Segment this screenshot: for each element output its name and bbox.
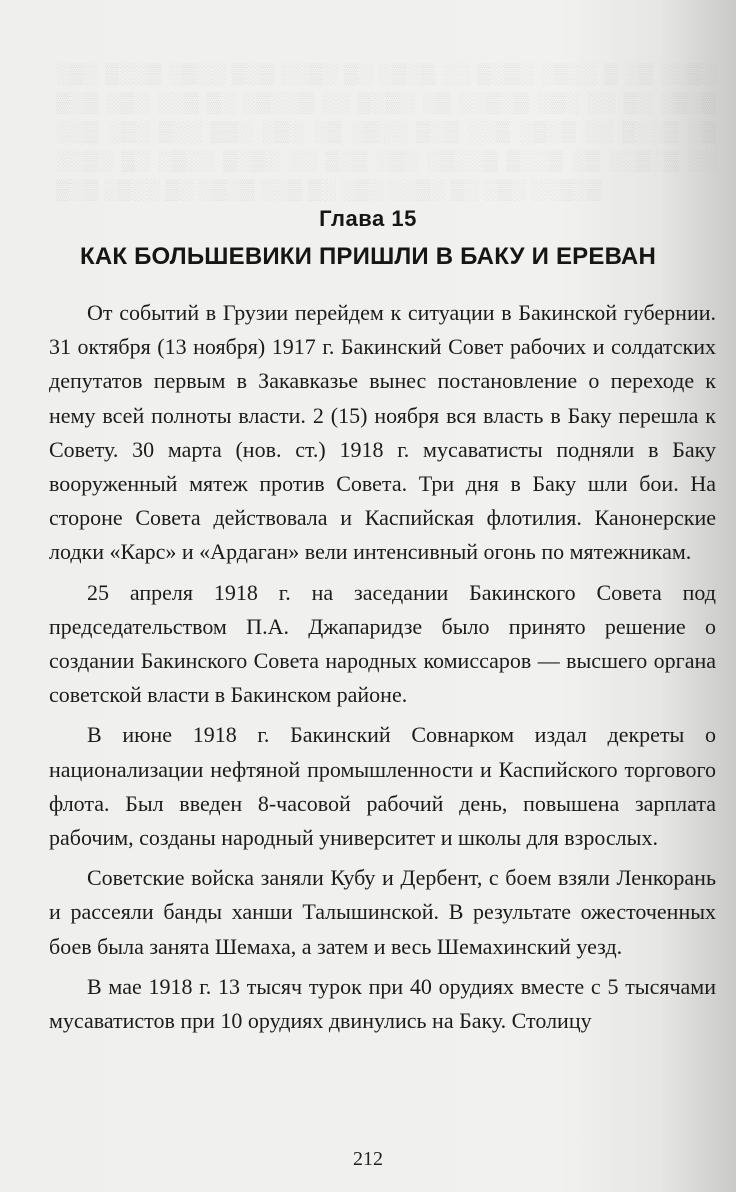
- bleed-through-text: ░▒░ ▒░░▒ ░▒░░ ▒░▒ ░░▒░ ▒░ ░▒░▒ ░░ ▒░▒░ ░▒░░ ▒ ░▒ ░░▒░ ▒░▒ ░▒░ ░░▒ ▒░ ░▒░░▒ ░░ ▒░▒░ ░▒ ░░▒░▒ ░▒░ ░░ ▒░ ░▒░▒ ░░▒ ░▒░ ▒░░ ▒▒░ ░▒░ ░▒ ░▒░░ ▒░▒ ░░▒ ░▒░▒ ░░ ▒░░▒ ░▒ ░░▒░ ▒░ ░▒░░ ▒░▒░ ░░ ▒░▒ ░▒░ ░▒░░▒ ▒░░▒ ░▒ ░░▒░▒ ░░ ▒░▒ ░▒░░ ▒░ ░▒░▒ ░░▒ ▒░ ░▒░ ░░▒░ ▒░ ░▒░ ░░▒░▒: [56, 63, 716, 201]
- paragraph: От событий в Грузии перейдем к ситуации в Бакинской губернии. 31 октября (13 ноября) 1917 г. Бакинский Совет рабочих и солдатских депутатов первым в Закавказье вынес постановление о переходе к нему всей полноты власти. 2 (15) ноября вся власть в Баку перешла к Совету. 30 марта (нов. ст.) 1918 г. мусаватисты подняли в Баку вооруженный мятеж против Совета. Три дня в Баку шли бои. На стороне Совета действовала и Каспийская флотилия. Канонерские лодки «Карс» и «Ардаган» вели интенсивный огонь по мятежникам.: [49, 300, 716, 565]
- chapter-number: Глава 15: [319, 206, 417, 231]
- paragraph: В мае 1918 г. 13 тысяч турок при 40 орудиях вместе с 5 тысячами мусаватистов при 10 орудиях двинулись на Баку. Столицу: [49, 973, 716, 1034]
- paragraph: 25 апреля 1918 г. на заседании Бакинского Совета под председательством П.А. Джапаридзе было принято решение о создании Бакинского Совета народных комиссаров — высшего органа советской власти в Бакинском районе.: [49, 579, 716, 708]
- chapter-title: КАК БОЛЬШЕВИКИ ПРИШЛИ В БАКУ И ЕРЕВАН: [79, 243, 657, 270]
- paragraph: В июне 1918 г. Бакинский Совнарком издал декреты о национализации нефтяной промышленности и Каспийского торгового флота. Был введен 8-часовой рабочий день, повышена зарплата рабочим, созданы народный университет и школы для взрослых.: [49, 722, 716, 851]
- paragraph: Советские войска заняли Кубу и Дербент, с боем взяли Ленкорань и рассеяли банды ханши Талышинской. В результате ожесточенных боев была занята Шемаха, а затем и весь Шемахинский уезд.: [49, 865, 716, 959]
- body-text: [49, 296, 716, 1044]
- page-number: 212: [353, 1148, 383, 1170]
